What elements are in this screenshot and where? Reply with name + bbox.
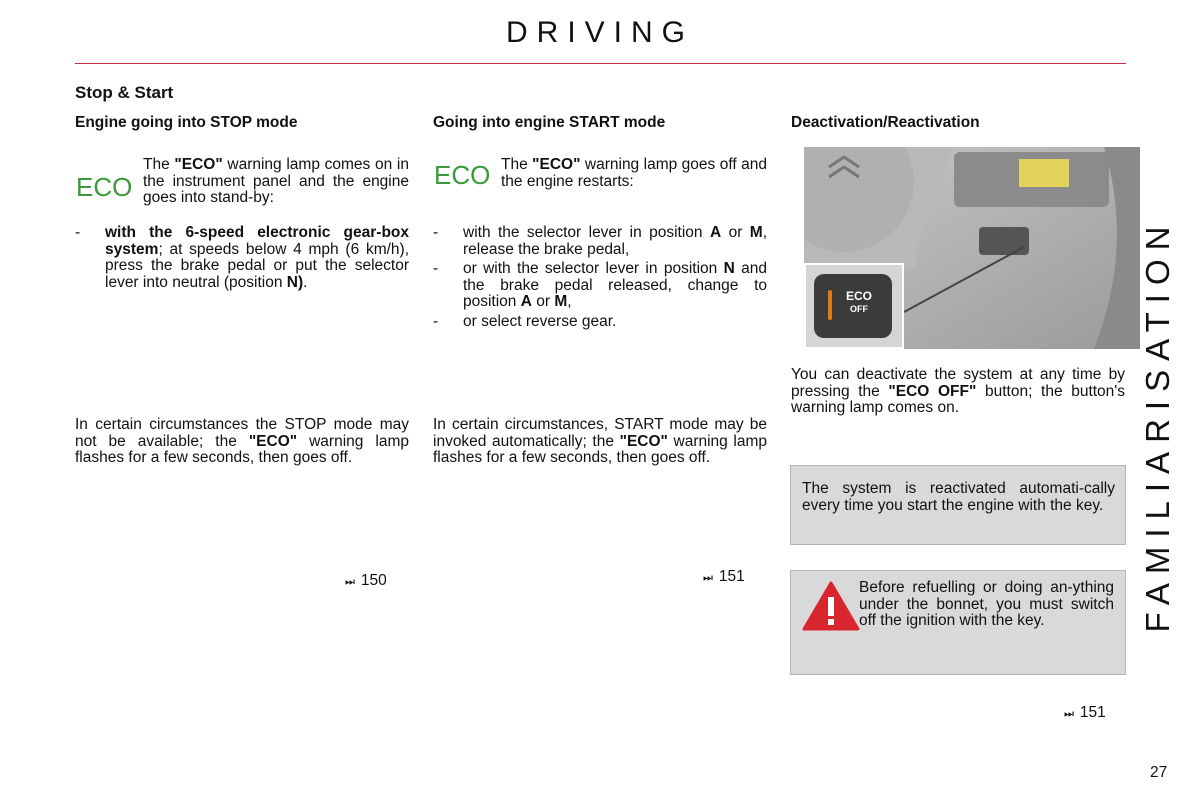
page-title: DRIVING bbox=[505, 16, 694, 49]
side-label: FAMILIARISATION bbox=[1139, 217, 1176, 633]
eco-off-label: ECO OFF bbox=[846, 289, 873, 314]
list-item: - or with the selector lever in position N and the brake pedal released, change to position A or M, bbox=[433, 261, 767, 311]
skip-forward-icon: ⏭ bbox=[1064, 708, 1074, 720]
eco-icon: ECO bbox=[434, 160, 491, 190]
warning-triangle-icon bbox=[802, 581, 860, 631]
info-box bbox=[790, 465, 1126, 545]
col3-page-ref[interactable]: ⏭ 151 bbox=[1064, 704, 1106, 721]
section-title: Stop & Start bbox=[75, 83, 174, 102]
col2-note: In certain circumstances, START mode may be invoked automatically; the "ECO" warning lamp flashes for a few seconds, then goes off. bbox=[433, 416, 767, 466]
eco-off-button-inset bbox=[804, 263, 904, 349]
skip-forward-icon: ⏭ bbox=[345, 576, 355, 588]
eco-icon: ECO bbox=[76, 172, 133, 202]
col2-intro: The "ECO" warning lamp goes off and the engine restarts: bbox=[501, 156, 767, 190]
col2-heading: Going into engine START mode bbox=[433, 114, 666, 131]
list-item: - with the 6-speed electronic gear-box system; at speeds below 4 mph (6 km/h), press the brake pedal or put the selector lever into neutral (position N). bbox=[75, 225, 409, 291]
col1-intro: The "ECO" warning lamp comes on in the instrument panel and the engine goes into stand-by: bbox=[143, 156, 409, 206]
col1-note: In certain circumstances the STOP mode may not be available; the "ECO" warning lamp flashes for a few seconds, then goes off. bbox=[75, 416, 409, 466]
col3-text: You can deactivate the system at any time by pressing the "ECO OFF" button; the button's warning lamp comes on. bbox=[791, 366, 1126, 416]
info-box-text: The system is reactivated automati-cally every time you start the engine with the key. bbox=[802, 480, 1115, 514]
dashboard-illustration bbox=[804, 147, 1140, 349]
title-rule bbox=[75, 63, 1126, 64]
button-warning-lamp bbox=[828, 290, 832, 320]
warning-box bbox=[790, 570, 1126, 675]
col1-list bbox=[75, 225, 409, 291]
list-item: - or select reverse gear. bbox=[433, 314, 767, 331]
page-number: 27 bbox=[1150, 764, 1168, 781]
skip-forward-icon: ⏭ bbox=[703, 572, 713, 584]
col2-page-ref[interactable]: ⏭ 151 bbox=[703, 568, 745, 585]
col1-page-ref[interactable]: ⏭ 150 bbox=[345, 572, 387, 589]
warning-box-text: Before refuelling or doing an-ything under the bonnet, you must switch off the ignition with the key. bbox=[859, 579, 1114, 629]
list-item: - with the selector lever in position A or M, release the brake pedal, bbox=[433, 225, 767, 258]
col2-list bbox=[433, 225, 767, 330]
eco-off-button[interactable] bbox=[814, 274, 892, 338]
col1-heading: Engine going into STOP mode bbox=[75, 114, 298, 131]
col3-heading: Deactivation/Reactivation bbox=[791, 114, 980, 131]
